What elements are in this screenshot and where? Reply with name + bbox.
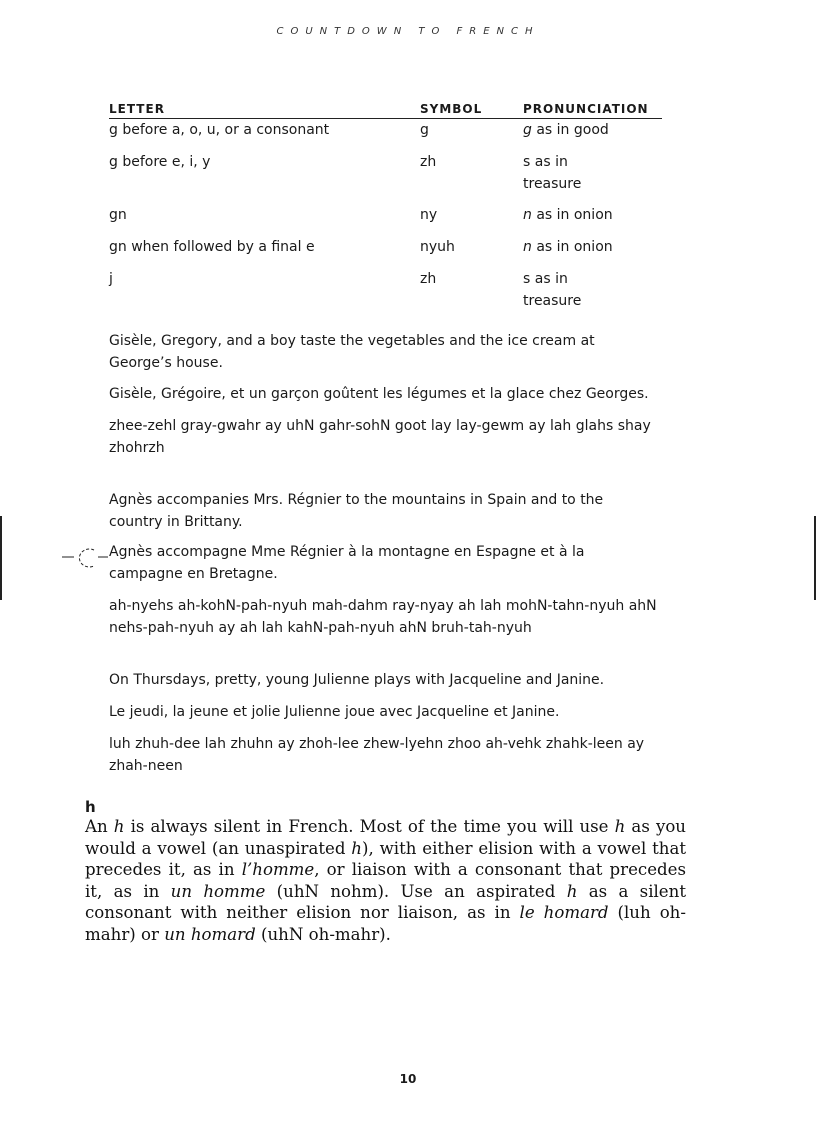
header-letter: LETTER — [109, 102, 165, 116]
body-text-run: h — [566, 881, 578, 901]
cell-letter: g before e, i, y — [109, 154, 211, 170]
example-phonetic: luh zhuh-dee lah zhuhn ay zhoh-lee zhew-lyehn zhoo ah-vehk zhahk-leen ay zhah-neen — [109, 736, 645, 774]
cell-pronunciation: s as in treasure — [523, 271, 582, 309]
binding-mark-icon — [60, 542, 108, 572]
body-text-run: un homard — [164, 924, 256, 944]
example-english: Gisèle, Gregory, and a boy taste the vegetables and the ice cream at George’s house. — [109, 333, 595, 371]
left-margin-rule — [0, 516, 2, 600]
example-english: On Thursdays, pretty, young Julienne plays with Jacqueline and Janine. — [109, 672, 605, 688]
pronunciation-table — [109, 101, 662, 309]
cell-symbol: zh — [420, 271, 437, 287]
example-phonetic: ah-nyehs ah-kohN-pah-nyuh mah-dahm ray-nyay ah lah mohN-tahn-nyuh ahN nehs-pah-nyuh ay ah lah kahN-pah-nyuh ahN bruh-tah-nyuh — [109, 598, 657, 636]
body-text-run: (uhN oh-mahr). — [255, 924, 391, 944]
cell-symbol: nyuh — [420, 239, 455, 255]
page-number: 10 — [399, 1072, 417, 1086]
body-text-run: (uhN nohm). Use an aspirated — [265, 881, 567, 901]
body-text-run: as you would a vowel (an unaspirated — [85, 817, 686, 858]
cell-pronunciation: n as in onion — [523, 207, 613, 223]
example-french: Le jeudi, la jeune et jolie Julienne joue avec Jacqueline et Janine. — [109, 704, 560, 720]
table-header — [109, 101, 662, 119]
header-symbol: SYMBOL — [420, 102, 483, 116]
body-text-run: is always silent in French. Most of the time you will use — [124, 817, 615, 836]
cell-symbol: zh — [420, 154, 437, 170]
cell-symbol: ny — [420, 207, 438, 223]
cell-letter: gn — [109, 207, 127, 223]
body-text-run: (luh oh-mahr) or — [85, 903, 686, 944]
body-text-run: le homard — [519, 903, 609, 923]
cell-letter: g before a, o, u, or a consonant — [109, 122, 330, 138]
example-french: Agnès accompagne Mme Régnier à la montagne en Espagne et à la campagne en Bretagne. — [109, 544, 585, 582]
body-text-run: un homme — [170, 881, 266, 901]
body-text-run: l’homme — [241, 860, 315, 880]
header-pronunciation: PRONUNCIATION — [523, 102, 649, 116]
cell-symbol: g — [420, 122, 429, 138]
body-text-run: h — [113, 817, 125, 836]
section-heading: h — [85, 798, 96, 816]
running-head: COUNTDOWN TO FRENCH — [276, 26, 540, 37]
example-english: Agnès accompanies Mrs. Régnier to the mountains in Spain and to the country in Brittany. — [109, 492, 604, 530]
body-text-run: as a silent consonant with neither elision nor liaison, as in — [85, 881, 686, 923]
cell-letter: gn when followed by a final e — [109, 239, 315, 255]
cell-pronunciation: s as in treasure — [523, 154, 582, 192]
section-body — [85, 816, 686, 946]
body-text-run: h — [351, 838, 362, 858]
cell-pronunciation: n as in onion — [523, 239, 613, 255]
body-text-run: An — [85, 817, 114, 836]
cell-pronunciation: g as in good — [523, 122, 609, 138]
example-french: Gisèle, Grégoire, et un garçon goûtent les légumes et la glace chez Georges. — [109, 386, 649, 402]
cell-letter: j — [109, 271, 113, 287]
body-text-run: ), with either elision with a vowel that precedes it, as in — [85, 838, 686, 880]
body-text-run: , or liaison with a consonant that precedes it, as in — [85, 860, 686, 901]
example-phonetic: zhee-zehl gray-gwahr ay uhN gahr-sohN goot lay lay-gewm ay lah glahs shay zhohrzh — [109, 418, 651, 456]
body-text-run: h — [614, 817, 626, 836]
